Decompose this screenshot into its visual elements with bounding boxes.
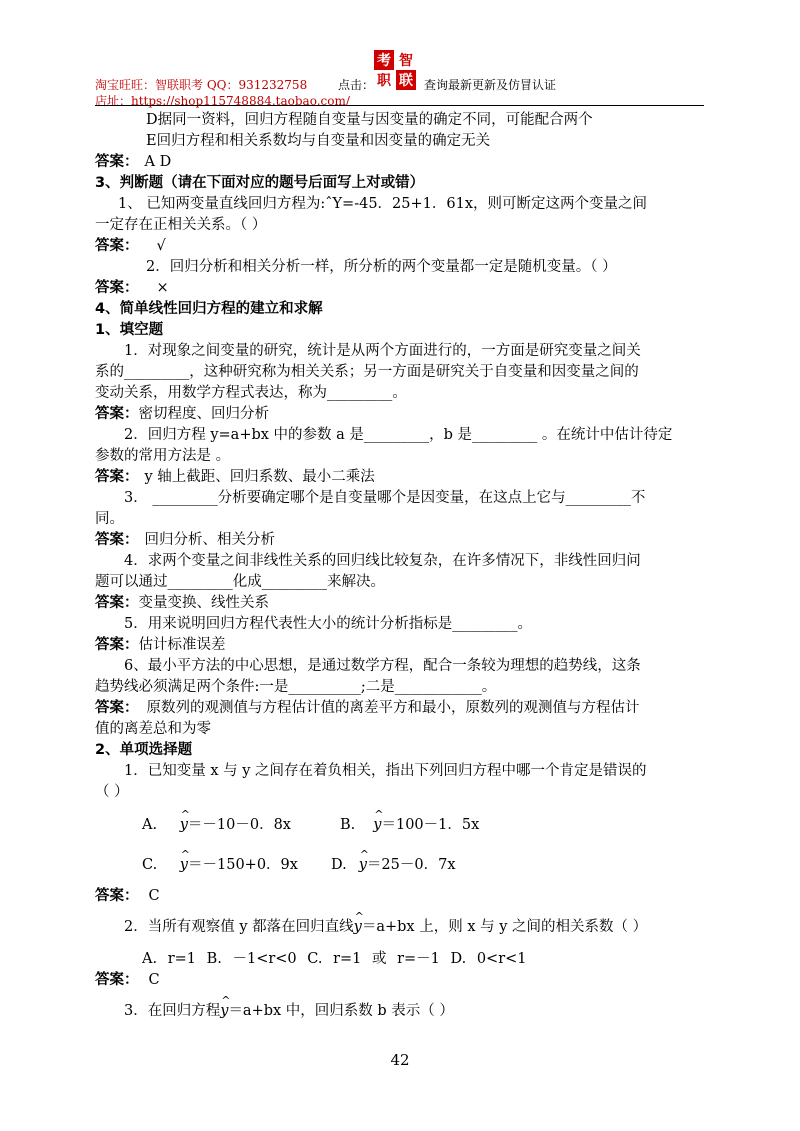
option-b-label: B. (340, 817, 356, 833)
fill-q3-line2: 同。 (95, 511, 124, 527)
section-heading-4: 4、简单线性回归方程的建立和求解 (95, 301, 323, 317)
answer-text: 估计标准误差 (138, 637, 226, 653)
section-heading-fill: 1、填空题 (95, 322, 164, 338)
logo-char-1: 考 (377, 53, 391, 69)
answer-text-cont: 值的离差总和为零 (95, 721, 211, 737)
header-store-link[interactable]: 店址：https://shop115748884.taobao.com/ (95, 94, 350, 108)
answer-row (95, 886, 705, 907)
answer-text: √ (156, 238, 166, 254)
option-a-text: ＝－10－0．8x (187, 817, 291, 833)
answer-label: 答案： (95, 238, 139, 254)
fill-q1-line1: 1．对现象之间变量的研究，统计是从两个方面进行的，一方面是研究变量之间关 (124, 343, 641, 359)
answer-label: 答案： (95, 532, 139, 548)
judge-q1-line2: 一定存在正相关关系。（ ） (95, 217, 267, 233)
answer-label: 答案： (95, 700, 139, 716)
answer-text: y 轴上截距、回归系数、最小二乘法 (144, 469, 375, 485)
single-q2-pre: 2．当所有观察值 y 都落在回归直线 (124, 919, 354, 935)
fill-q5: 5．用来说明回归方程代表性大小的统计分析指标是_________。 (124, 616, 532, 632)
header-check-link[interactable]: 查询最新更新及仿冒认证 (424, 78, 557, 92)
answer-label: 答案： (95, 280, 139, 296)
brand-logo-icon[interactable] (374, 50, 418, 90)
answer-label: 答案： (95, 154, 139, 170)
option-d-text: ＝25－0．7x (366, 857, 456, 873)
option-row (142, 855, 752, 876)
judge-q1-line1: 1、 已知两变量直线回归方程为:ˆY=-45．25+1．61x，则可断定这两个变量之间 (118, 196, 647, 212)
answer-row (95, 698, 705, 719)
answer-label: 答案： (95, 637, 139, 653)
answer-label: 答案： (95, 406, 139, 422)
answer-label: 答案： (95, 972, 139, 988)
y-hat-symbol: ^ y (220, 1001, 228, 1022)
single-q1-line2: （ ） (95, 784, 129, 800)
option-b-text: ＝100－1．5x (381, 817, 480, 833)
answer-row (95, 593, 705, 614)
y-hat-symbol: ^ y (354, 917, 362, 938)
option-c-text: ＝－150+0．9x (188, 857, 298, 873)
fill-q3-line1: 3． _________分析要确定哪个是自变量哪个是因变量，在这点上它与_________不 (124, 490, 646, 506)
option-a-label: A. (142, 817, 158, 833)
option-d-text: D据同一资料，回归方程随自变量与因变量的确定不同，可能配合两个 (146, 112, 593, 128)
judge-q2: 2．回归分析和相关分析一样，所分析的两个变量都一定是随机变量。（ ） (146, 259, 617, 275)
y-hat-symbol: ^ y (359, 855, 367, 876)
option-c-label: C. (142, 857, 158, 873)
section-heading-judge: 3、判断题（请在下面对应的题号后面写上对或错） (95, 175, 425, 191)
fill-q6-line1: 6、最小平方法的中心思想，是通过数学方程，配合一条较为理想的趋势线，这条 (124, 658, 641, 674)
answer-text: 变量变换、线性关系 (138, 595, 269, 611)
fill-q6-line2: 趋势线必须满足两个条件:一是__________;二是____________。 (95, 679, 497, 695)
answer-row (95, 404, 705, 425)
header-shop-info: 淘宝旺旺：智联职考 QQ：931232758 (95, 78, 308, 92)
answer-text: C (148, 972, 160, 988)
logo-char-2: 智 (399, 53, 413, 69)
option-e-text: E回归方程和相关系数均与自变量和因变量的确定无关 (146, 133, 491, 149)
header-divider (95, 105, 704, 106)
single-q3-post: ＝a+bx 中，回归系数 b 表示（ ） (228, 1003, 454, 1019)
page-number: 42 (390, 1051, 410, 1069)
fill-q1-line3: 变动关系，用数学方程式表达，称为_________。 (95, 385, 407, 401)
answer-row (95, 970, 705, 991)
answer-row (95, 467, 705, 488)
answer-row (95, 635, 705, 656)
section-heading-single: 2、单项选择题 (95, 742, 193, 758)
answer-row (95, 152, 705, 173)
logo-char-3: 职 (377, 73, 391, 89)
fill-q4-line1: 4．求两个变量之间非线性关系的回归线比较复杂，在许多情况下，非线性回归问 (124, 553, 641, 569)
answer-row (95, 278, 705, 299)
answer-text: 原数列的观测值与方程估计值的离差平方和最小，原数列的观测值与方程估计 (146, 700, 640, 716)
fill-q4-line2: 题可以通过_________化成_________来解决。 (95, 574, 385, 590)
option-d-label: D. (331, 857, 347, 873)
single-q3-pre: 3．在回归方程 (124, 1003, 221, 1019)
answer-text: × (156, 280, 169, 296)
header-click-label: 点击： (338, 78, 375, 92)
answer-label: 答案： (95, 888, 139, 904)
answer-text: 密切程度、回归分析 (138, 406, 269, 422)
answer-row (95, 530, 705, 551)
answer-label: 答案： (95, 469, 139, 485)
answer-text: C (148, 888, 160, 904)
answer-row (95, 236, 705, 257)
single-q1-line1: 1．已知变量 x 与 y 之间存在着负相关，指出下列回归方程中哪一个肯定是错误的 (124, 763, 647, 779)
y-hat-symbol: ^ y (180, 815, 188, 836)
single-q3 (124, 1001, 734, 1022)
single-q2 (124, 917, 734, 938)
answer-text: A D (144, 154, 172, 170)
fill-q1-line2: 系的_________，这种研究称为相关关系；另一方面是研究关于自变量和因变量之间的 (95, 364, 639, 380)
logo-char-4: 联 (399, 73, 413, 89)
answer-text: 回归分析、相关分析 (144, 532, 275, 548)
fill-q2-line1: 2．回归方程 y=a+bx 中的参数 a 是_________，b 是_________ 。在统计中估计待定 (124, 427, 673, 443)
answer-label: 答案： (95, 595, 139, 611)
option-row (142, 815, 752, 836)
y-hat-symbol: ^ y (373, 815, 381, 836)
single-q2-post: ＝a+bx 上，则 x 与 y 之间的相关系数（ ） (361, 919, 648, 935)
y-hat-symbol: ^ y (180, 855, 188, 876)
fill-q2-line2: 参数的常用方法是 。 (95, 448, 231, 464)
single-q2-options: A. r=1 B. －1<r<0 C. r=1 或 r=－1 D. 0<r<1 (142, 951, 527, 967)
